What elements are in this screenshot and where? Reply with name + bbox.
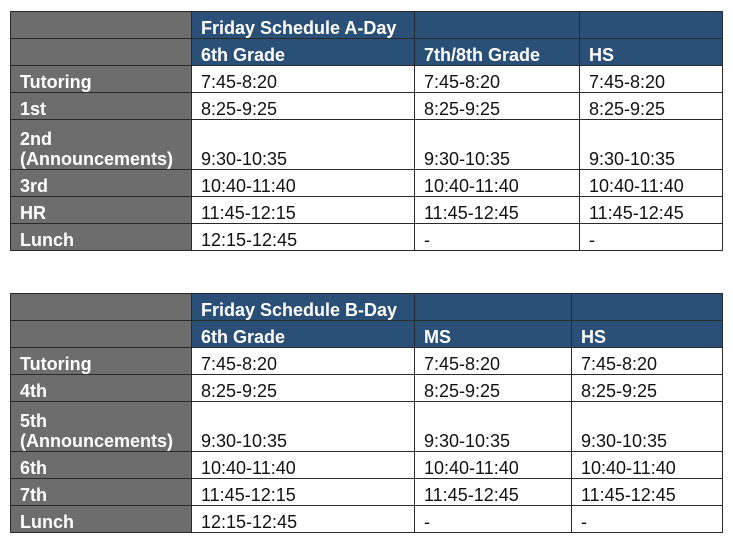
corner-cell [11, 294, 192, 321]
time-cell: 7:45-8:20 [572, 348, 723, 375]
time-cell: 7:45-8:20 [415, 66, 580, 93]
corner-cell [11, 39, 192, 66]
table-row [11, 479, 723, 506]
time-cell: 8:25-9:25 [580, 93, 723, 120]
table-row [11, 402, 723, 452]
schedule-table-b-day [10, 293, 723, 533]
table-row [11, 66, 723, 93]
time-cell: 10:40-11:40 [192, 170, 415, 197]
table-row [11, 375, 723, 402]
row-label: 7th [11, 479, 192, 506]
time-cell: 9:30-10:35 [415, 402, 572, 452]
time-cell: 8:25-9:25 [192, 375, 415, 402]
title-row [11, 12, 723, 39]
time-cell: 9:30-10:35 [572, 402, 723, 452]
empty-header-cell [572, 294, 723, 321]
time-cell: 9:30-10:35 [192, 120, 415, 170]
time-cell: 7:45-8:20 [192, 66, 415, 93]
time-cell: - [580, 224, 723, 251]
time-cell: 10:40-11:40 [580, 170, 723, 197]
column-header: HS [572, 321, 723, 348]
time-cell: 8:25-9:25 [192, 93, 415, 120]
title-row [11, 294, 723, 321]
time-cell: 10:40-11:40 [572, 452, 723, 479]
schedule-table-a-day [10, 11, 723, 251]
row-label: 3rd [11, 170, 192, 197]
table-row [11, 93, 723, 120]
time-cell: 10:40-11:40 [415, 452, 572, 479]
row-label: Lunch [11, 506, 192, 533]
time-cell: - [415, 224, 580, 251]
time-cell: 7:45-8:20 [580, 66, 723, 93]
row-label: 6th [11, 452, 192, 479]
time-cell: 8:25-9:25 [572, 375, 723, 402]
time-cell: 11:45-12:45 [580, 197, 723, 224]
table-row [11, 197, 723, 224]
column-header: 6th Grade [192, 321, 415, 348]
time-cell: 8:25-9:25 [415, 93, 580, 120]
row-label: 4th [11, 375, 192, 402]
time-cell: 7:45-8:20 [415, 348, 572, 375]
table-row [11, 452, 723, 479]
corner-cell [11, 321, 192, 348]
table-title: Friday Schedule A-Day [192, 12, 415, 39]
row-label: Tutoring [11, 66, 192, 93]
empty-header-cell [415, 12, 580, 39]
column-header: HS [580, 39, 723, 66]
time-cell: 10:40-11:40 [415, 170, 580, 197]
table-title: Friday Schedule B-Day [192, 294, 415, 321]
table-row [11, 170, 723, 197]
time-cell: 11:45-12:45 [572, 479, 723, 506]
table-row [11, 120, 723, 170]
empty-header-cell [580, 12, 723, 39]
time-cell: 11:45-12:45 [415, 479, 572, 506]
row-label: HR [11, 197, 192, 224]
time-cell: 12:15-12:45 [192, 506, 415, 533]
time-cell: 9:30-10:35 [415, 120, 580, 170]
column-header: MS [415, 321, 572, 348]
row-label: Lunch [11, 224, 192, 251]
column-header: 6th Grade [192, 39, 415, 66]
time-cell: 12:15-12:45 [192, 224, 415, 251]
time-cell: 11:45-12:15 [192, 479, 415, 506]
row-label: Tutoring [11, 348, 192, 375]
row-label: 2nd (Announcements) [11, 120, 192, 170]
time-cell: 8:25-9:25 [415, 375, 572, 402]
corner-cell [11, 12, 192, 39]
column-header-row [11, 321, 723, 348]
time-cell: 9:30-10:35 [580, 120, 723, 170]
column-header-row [11, 39, 723, 66]
empty-header-cell [415, 294, 572, 321]
column-header: 7th/8th Grade [415, 39, 580, 66]
table-row [11, 506, 723, 533]
table-row [11, 348, 723, 375]
time-cell: 11:45-12:15 [192, 197, 415, 224]
row-label: 5th (Announcements) [11, 402, 192, 452]
time-cell: 11:45-12:45 [415, 197, 580, 224]
time-cell: - [415, 506, 572, 533]
row-label: 1st [11, 93, 192, 120]
table-row [11, 224, 723, 251]
time-cell: - [572, 506, 723, 533]
time-cell: 10:40-11:40 [192, 452, 415, 479]
time-cell: 7:45-8:20 [192, 348, 415, 375]
time-cell: 9:30-10:35 [192, 402, 415, 452]
